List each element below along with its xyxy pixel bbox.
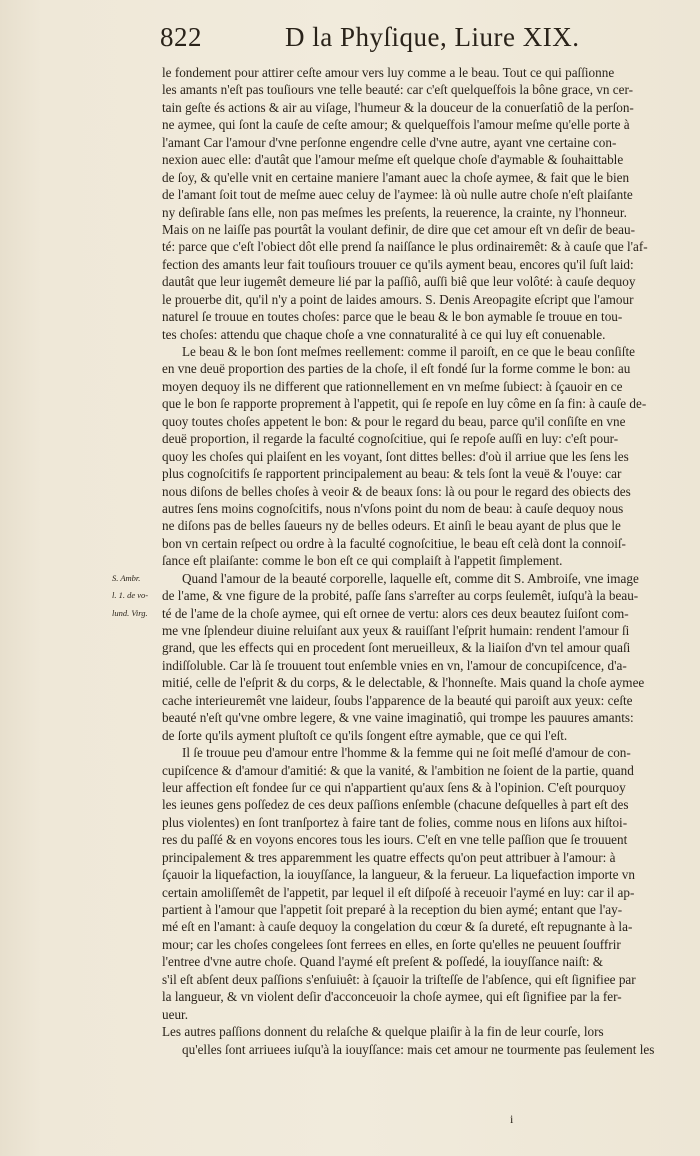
text-line: ny deſirable ſans elle, non pas meſmes les preſents, la reuerence, la crainte, ny l'honneur. <box>162 204 627 220</box>
text-line: Mais on ne laiſſe pas pourtât la voulant definir, de dire que cet amour eſt vn deſir de beau- <box>162 221 635 237</box>
text-line: Le beau & le bon ſont meſmes reellement: comme il paroiſt, en ce que le beau conſiſte <box>182 344 635 359</box>
text-line: quoy toutes choſes appetent le bon: & pour le regard du beau, parce qu'il conſiſte en vne <box>162 413 626 429</box>
text-line: que le bon ſe rapporte proprement à l'appetit, qui ſe repoſe en luy côme en ſa fin: à cauſe de- <box>162 396 647 412</box>
text-line: res du paſſé & en voyons encores tous les iours. C'eſt en vne telle paſſion que ſe trouuent <box>162 832 628 848</box>
text-line: grand, que les effects qui en procedent ſont merueilleux, & la liaiſon d'vn tel amour quaſi <box>162 640 631 656</box>
text-line: plus cognoſcitifs ſe rapportent principalement au beau: & tels ſont la veuë & l'ouye: car <box>162 466 622 482</box>
text-line: ne diſons pas de belles ſaueurs ny de belles odeurs. Et ainſi le beau ayant de plus que le <box>162 518 621 534</box>
signature-mark: i <box>510 1112 514 1126</box>
text-line: Quand l'amour de la beauté corporelle, laquelle eſt, comme dit S. Ambroiſe, vne image <box>182 570 639 586</box>
text-line: autres ſens moins cognoſcitifs, nous n'vſons point du nom de beau: à cauſe dequoy nous <box>162 500 624 516</box>
text-line: le prouerbe dit, qu'il n'y a point de laides amours. S. Denis Areopagite eſcript que l'amour <box>162 291 634 307</box>
text-line: fection des amants leur fait touſiours trouuer ce qu'ils ayment beau, encores qu'il ſuſt laid: <box>162 256 634 272</box>
text-line: plus violentes) en ſont tranſportez à faire tant de folies, comme nous en liſons aux hiſtoi- <box>162 814 628 830</box>
text-line: ſance eſt plaiſante: comme le bon eſt ce qui complaiſt à l'appetit ſimplement. <box>162 553 563 569</box>
text-line: de l'ame, & vne figure de la probité, paſſe ſans s'arreſter au corps ſeulemêt, iuſqu'à la beau- <box>162 588 639 604</box>
text-line: en vne deuë proportion des parties de la choſe, il eſt fondé ſur la forme comme le bon: au <box>162 361 631 377</box>
text-line: l'amant Car l'amour d'vne perſonne engendre celle d'vne autre, ayant vne certaine con- <box>162 134 617 150</box>
page-header <box>0 0 700 70</box>
text-line: naturel ſe trouue en toutes choſes: parce que le beau & le bon aymable ſe trouue en tou- <box>162 309 623 325</box>
text-line: ne aymee, qui ſont la cauſe de ceſte amour; & quelqueſfois l'amour meſme qu'elle porte à <box>162 117 630 133</box>
text-line: de l'amant ſoit tout de meſme auec celuy de l'aymee: là où nulle autre choſe n'eſt plaiſante <box>162 187 633 203</box>
text-line: cupiſcence & d'amour d'amitié: & que la vanité, & l'ambition ne ſoient de la partie, quand <box>162 762 634 778</box>
margin-note: lund. Virg. <box>112 607 148 618</box>
text-line: té de l'ame de la choſe aymee, qui eſt ornee de vertu: alors ces deux beautez ſuiſont com- <box>162 605 629 621</box>
text-line: dautât que leur iugemêt demeure lié par la paſſiô, auſſi biê que leur volôté: à cauſe dequoy <box>162 274 636 290</box>
text-line: bon vn certain reſpect ou ordre à la faculté cognoſcitiue, le beau eſt celà dont la connoiſ- <box>162 535 626 551</box>
text-line: nous diſons de belles choſes à veoir & de beaux ſons: là ou pour le regard des obiects des <box>162 483 631 499</box>
text-line: de ſoy, & qu'elle vnit en certaine maniere l'amant auec la choſe aymee, & fait que le bien <box>162 169 630 185</box>
text-line: les amants n'eſt pas touſiours vne telle beauté: car c'eſt quelqueſfois la bône grace, vn cer- <box>162 82 633 98</box>
margin-note: S. Ambr. <box>112 573 141 583</box>
text-line: le fondement pour attirer ceſte amour vers luy comme a le beau. Tout ce qui paſſionne <box>162 65 615 80</box>
text-line: deuë proportion, il regarde la faculté cognoſcitiue, qui ſe repoſe auſſi en luy: c'eſt pour- <box>162 431 619 447</box>
text-line: les ieunes gens poſſedez de ces deux paſſions enſemble (chacune deſquelles à part eſt des <box>162 797 629 813</box>
margin-note: l. 1. de vo- <box>112 590 149 601</box>
text-line: Il ſe trouue peu d'amour entre l'homme & la femme qui ne ſoit meſlé d'amour de con- <box>182 745 631 761</box>
text-line: mour; car les choſes congelees ſont ferrees en elles, en ſorte qu'elles ne peuuent ſouffrir <box>162 936 621 952</box>
running-title: D la Phyſique, Liure XIX. <box>285 22 580 52</box>
text-line: principalement & tres apparemment les quatre effects qu'on peut attribuer à l'amour: à <box>162 849 616 865</box>
text-line: qu'elles ſont arriuees iuſqu'à la iouyſſance: mais cet amour ne tourmente pas ſeulement les <box>182 1041 655 1057</box>
text-line: cache interieuremêt vne laideur, ſoubs l'apparence de la beauté qui paroiſt aux yeux: ceſte <box>162 692 633 708</box>
body-text <box>162 64 690 1058</box>
text-line: la langueur, & vn violent deſir d'acconceuoir la choſe aymee, qui eſt ſignifiee par la fer- <box>162 989 622 1005</box>
text-line: té: parce que c'eſt l'obiect dôt elle prend ſa naiſſance le plus ordinairemêt: & à cauſe que l'af- <box>162 239 648 255</box>
text-line: mitié, celle de l'eſprit & du corps, & le delectable, & l'honneſte. Mais quand la choſe aymee <box>162 675 645 691</box>
text-line: nexion auec elle: d'autât que l'amour meſme eſt quelque choſe d'aymable & ſouhaittable <box>162 152 624 168</box>
text-line: moyen dequoy ils ne different que rationnellement en vn meſme ſubiect: à ſçauoir en ce <box>162 378 623 394</box>
text-line: tes choſes: attendu que chaque choſe a vne connaturalité à ce qui luy eſt conuenable. <box>162 326 606 342</box>
text-line: leur affection eſt fondee ſur ce qui n'appartient qu'aux ſens & à l'opinion. C'eſt pourquoy <box>162 779 626 795</box>
text-line: ueur. <box>162 1006 189 1022</box>
margin-notes <box>112 570 164 622</box>
text-line: de ſorte qu'ils ayment pluſtoſt ce qu'ils ſongent eſtre aymable, que ce qui l'eſt. <box>162 727 568 743</box>
text-line: Les autres paſſions donnent du relaſche & quelque plaiſir à la fin de leur courſe, lors <box>162 1024 604 1040</box>
text-line: tain geſte és actions & air au viſage, l'humeur & la douceur de la conuerſatiô de la perſon- <box>162 99 634 115</box>
text-line: partient à l'amour que l'appetit ſoit preparé à la reception du bien aymé; entant que l'ay- <box>162 902 623 917</box>
text-line: beauté n'eſt qu'vne ombre legere, & vne vaine imaginatiô, qui trompe les pauures amants: <box>162 710 634 726</box>
text-line: certain amoliſſemêt de l'appetit, par lequel il eſt diſpoſé à receuoir l'aymé en luy: car il ap- <box>162 884 635 900</box>
text-line: mé eſt en l'amant: à cauſe dequoy la congelation du cœur & ſa dureté, eſt repugnante à la- <box>162 919 633 935</box>
text-line: l'entree d'vne autre choſe. Quand l'aymé eſt preſent & poſſedé, la iouyſſance naiſt: & <box>162 954 604 970</box>
text-line: s'il eſt abſent deux paſſions s'enſuiuêt: à ſçauoir la triſteſſe de l'abſence, qui eſt ſignifiee par <box>162 971 636 987</box>
text-line: me vne ſplendeur diuine reluiſant aux yeux & rauiſſant l'eſprit humain: rendent l'amour ſi <box>162 623 630 638</box>
text-line: indiſſoluble. Car là ſe trouuent tout enſemble vnies en vn, l'amour de concupiſcence, d'a- <box>162 657 627 673</box>
page-number: 822 <box>160 22 202 52</box>
text-line: ſçauoir la liquefaction, la iouyſſance, la langueur, & la ferueur. La liquefaction importe vn <box>162 867 635 883</box>
text-line: quoy les choſes qui plaiſent en les voyant, ſont dittes belles: d'où il arriue que les ſens les <box>162 448 629 464</box>
